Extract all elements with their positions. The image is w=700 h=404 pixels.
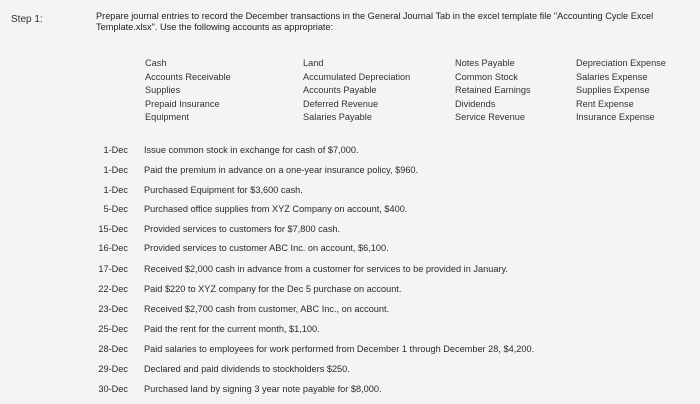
- account-name: Depreciation Expense: [576, 58, 666, 68]
- account-name: Accumulated Depreciation: [303, 71, 411, 82]
- transaction-date: 1-Dec: [103, 165, 128, 175]
- transaction-date: 1-Dec: [103, 145, 128, 155]
- transaction-row: [0, 145, 700, 165]
- transaction-date: 17-Dec: [98, 264, 128, 274]
- account-name: Supplies: [145, 85, 181, 95]
- account-name: Cash: [145, 58, 167, 68]
- transaction-description: Purchased land by signing 3 year note payable for $8,000.: [144, 384, 382, 394]
- account-name: Salaries Payable: [303, 112, 372, 122]
- transaction-description: Received $2,700 cash from customer, ABC Inc., on account.: [144, 304, 390, 314]
- account-name: Accounts Receivable: [145, 71, 231, 82]
- transaction-row: [0, 165, 700, 185]
- transaction-description: Declared and paid dividends to stockholders $250.: [144, 364, 350, 374]
- transaction-row: [0, 204, 700, 224]
- transaction-date: 16-Dec: [98, 243, 128, 253]
- transaction-description: Paid salaries to employees for work performed from December 1 through December 28, $4,200.: [144, 344, 535, 354]
- accounts-column-1: [145, 57, 231, 125]
- transaction-date: 1-Dec: [103, 185, 128, 195]
- transaction-row: [0, 344, 700, 364]
- account-name: Common Stock: [455, 71, 518, 82]
- transaction-description: Paid the premium in advance on a one-year insurance policy, $960.: [144, 165, 419, 175]
- transaction-row: [0, 384, 700, 404]
- transaction-description: Purchased office supplies from XYZ Company on account, $400.: [144, 204, 408, 214]
- transaction-date: 30-Dec: [98, 384, 128, 394]
- transaction-row: [0, 304, 700, 324]
- account-name: Equipment: [145, 112, 189, 122]
- transaction-date: 25-Dec: [98, 324, 128, 334]
- transaction-description: Received $2,000 cash in advance from a customer for services to be provided in January.: [144, 264, 508, 274]
- transaction-row: [0, 324, 700, 344]
- transaction-row: [0, 243, 700, 263]
- transaction-date: 15-Dec: [98, 224, 128, 234]
- transaction-date: 28-Dec: [98, 344, 128, 354]
- accounts-column-4: [576, 57, 666, 125]
- account-name: Insurance Expense: [576, 112, 655, 122]
- transaction-row: [0, 224, 700, 244]
- account-name: Service Revenue: [455, 112, 525, 122]
- account-name: Accounts Payable: [303, 85, 377, 95]
- account-name: Deferred Revenue: [303, 98, 379, 109]
- accounts-column-2: [303, 57, 410, 125]
- transaction-description: Provided services to customers for $7,800 cash.: [144, 224, 341, 234]
- transaction-description: Purchased Equipment for $3,600 cash.: [144, 185, 303, 195]
- transaction-row: [0, 185, 700, 205]
- instructions-text: Prepare journal entries to record the December transactions in the General Journal Tab in the excel template file "Accounting Cycle Excel Template.xlsx". Use the following accounts as appropriate:: [96, 11, 654, 32]
- account-name: Notes Payable: [455, 58, 515, 68]
- account-name: Land: [303, 58, 324, 68]
- account-name: Salaries Expense: [576, 71, 648, 82]
- step-label: Step 1:: [11, 14, 43, 25]
- transaction-description: Provided services to customer ABC Inc. on account, $6,100.: [144, 243, 389, 253]
- transaction-date: 23-Dec: [98, 304, 128, 314]
- transaction-row: [0, 364, 700, 384]
- transaction-date: 29-Dec: [98, 364, 128, 374]
- transaction-date: 5-Dec: [103, 204, 128, 214]
- transaction-description: Paid $220 to XYZ company for the Dec 5 purchase on account.: [144, 284, 402, 294]
- account-name: Supplies Expense: [576, 85, 650, 95]
- transaction-description: Issue common stock in exchange for cash of $7,000.: [144, 145, 359, 155]
- transaction-date: 22-Dec: [98, 284, 128, 294]
- account-name: Prepaid Insurance: [145, 98, 220, 109]
- transaction-row: [0, 284, 700, 304]
- transaction-row: [0, 264, 700, 284]
- account-name: Dividends: [455, 98, 496, 109]
- account-name: Retained Earnings: [455, 85, 531, 95]
- account-name: Rent Expense: [576, 98, 634, 109]
- accounts-column-3: [455, 57, 531, 125]
- transaction-description: Paid the rent for the current month, $1,100.: [144, 324, 320, 334]
